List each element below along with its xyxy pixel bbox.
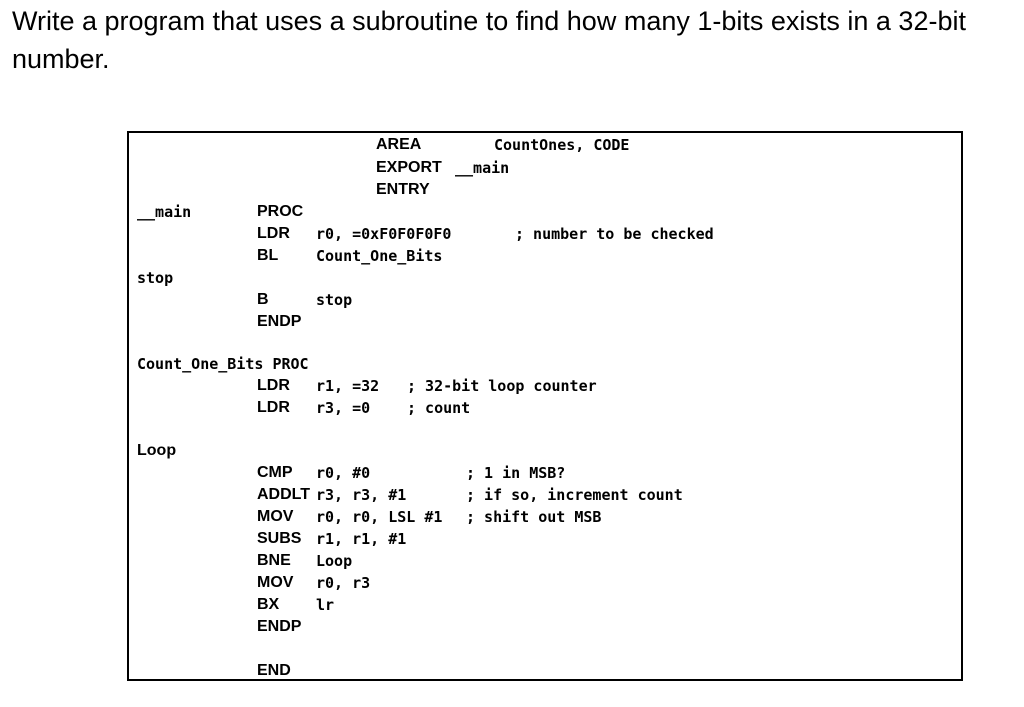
bne-args: Loop bbox=[316, 552, 353, 570]
stop-label: stop bbox=[137, 269, 174, 287]
bx-op: BX bbox=[257, 596, 280, 613]
area-keyword: AREA bbox=[376, 136, 422, 153]
endp-keyword: ENDP bbox=[257, 618, 302, 635]
code-listing bbox=[127, 131, 963, 681]
b-args: stop bbox=[316, 291, 353, 309]
bx-args: lr bbox=[316, 596, 335, 614]
mov-comment: ; shift out MSB bbox=[466, 508, 602, 526]
ldr-comment: ; count bbox=[407, 399, 471, 417]
ldr-op: LDR bbox=[257, 399, 290, 416]
addlt-op: ADDLT bbox=[257, 486, 311, 503]
mov-op: MOV bbox=[257, 574, 294, 591]
ldr-args: r3, =0 bbox=[316, 399, 371, 417]
ldr-args: r0, =0xF0F0F0F0 bbox=[316, 225, 452, 243]
ldr-op: LDR bbox=[257, 377, 290, 394]
addlt-args: r3, r3, #1 bbox=[316, 486, 407, 504]
addlt-comment: ; if so, increment count bbox=[466, 486, 683, 504]
ldr-comment: ; 32-bit loop counter bbox=[407, 377, 597, 395]
bl-args: Count_One_Bits bbox=[316, 247, 443, 265]
export-keyword: EXPORT bbox=[376, 159, 442, 176]
export-argument: __main bbox=[455, 159, 510, 177]
main-label: __main bbox=[137, 203, 192, 221]
loop-label: Loop bbox=[137, 442, 177, 459]
b-op: B bbox=[257, 291, 269, 308]
ldr-args: r1, =32 bbox=[316, 377, 380, 395]
count-one-bits-proc: Count_One_Bits PROC bbox=[137, 355, 309, 373]
entry-keyword: ENTRY bbox=[376, 181, 430, 198]
proc-keyword: PROC bbox=[257, 203, 304, 220]
cmp-args: r0, #0 bbox=[316, 464, 371, 482]
subs-op: SUBS bbox=[257, 530, 302, 547]
mov-args: r0, r0, LSL #1 bbox=[316, 508, 443, 526]
cmp-op: CMP bbox=[257, 464, 293, 481]
end-keyword: END bbox=[257, 662, 291, 679]
bne-op: BNE bbox=[257, 552, 291, 569]
mov-op: MOV bbox=[257, 508, 294, 525]
ldr-comment: ; number to be checked bbox=[515, 225, 714, 243]
bl-op: BL bbox=[257, 247, 279, 264]
cmp-comment: ; 1 in MSB? bbox=[466, 464, 566, 482]
ldr-op: LDR bbox=[257, 225, 290, 242]
question-text: Write a program that uses a subroutine to find how many 1-bits exists in a 32-bit number. bbox=[12, 6, 966, 74]
endp-keyword: ENDP bbox=[257, 313, 302, 330]
mov-args: r0, r3 bbox=[316, 574, 371, 592]
area-argument: CountOnes, CODE bbox=[494, 136, 630, 154]
subs-args: r1, r1, #1 bbox=[316, 530, 407, 548]
